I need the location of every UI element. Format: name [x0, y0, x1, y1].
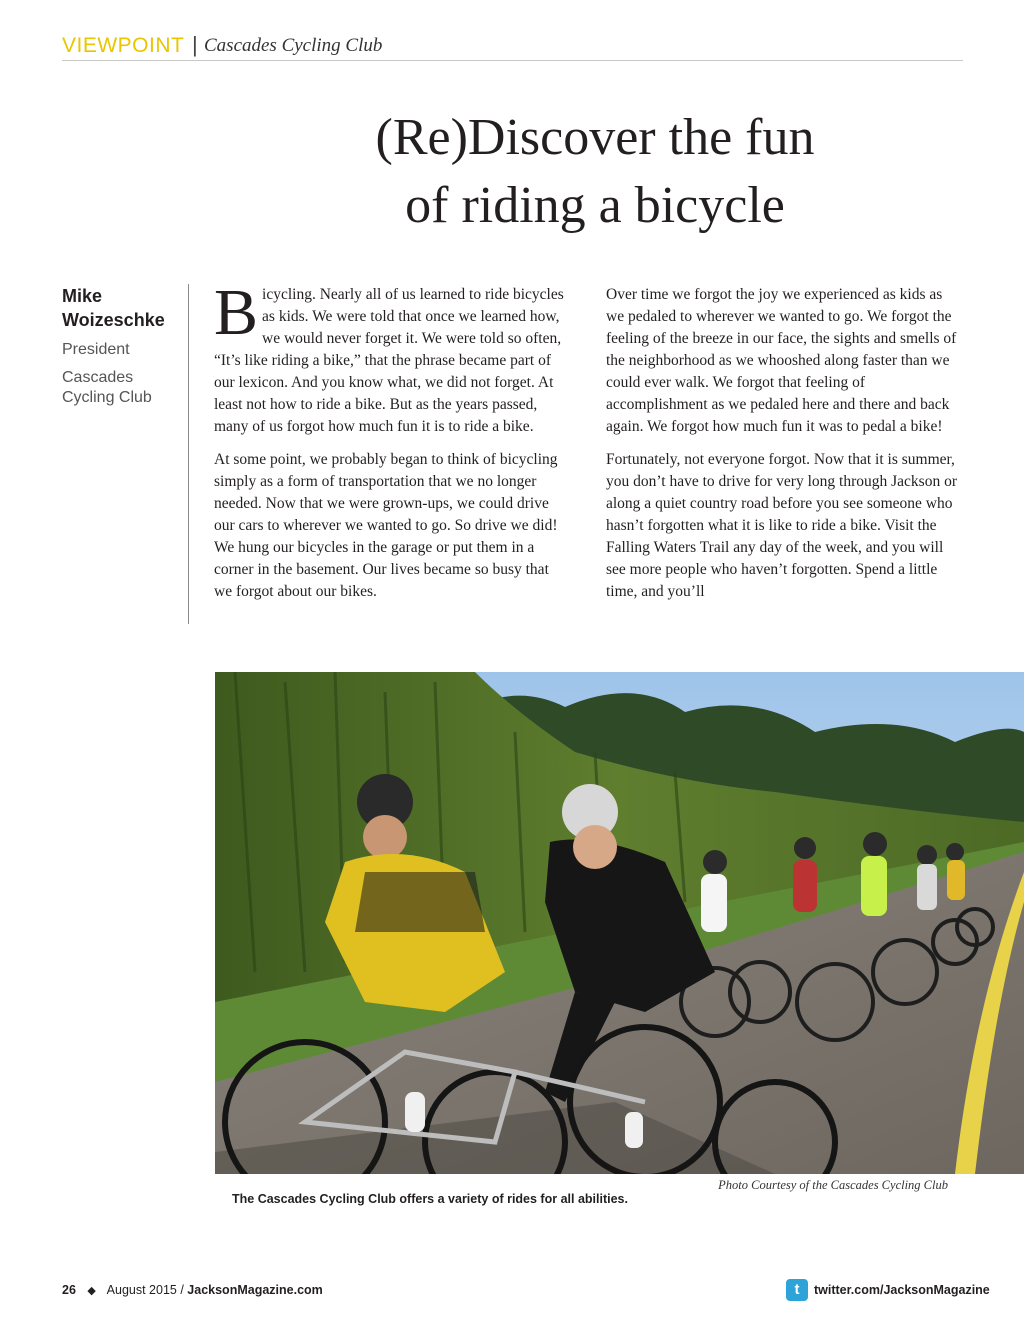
website-link[interactable]: JacksonMagazine.com: [187, 1283, 323, 1297]
author-last-name: Woizeschke: [62, 310, 165, 330]
page-number: 26: [62, 1283, 76, 1297]
article-column-1: [214, 276, 568, 614]
photo-credit: Photo Courtesy of the Cascades Cycling Club: [718, 1178, 948, 1192]
cyclists-photo: [215, 672, 1024, 1174]
cyclists-illustration: [215, 672, 1024, 1174]
footer-left: [62, 1283, 323, 1297]
title-line-2: of riding a bicycle: [405, 177, 785, 234]
title-line-1: (Re)Discover the fun: [375, 109, 815, 166]
twitter-handle[interactable]: twitter.com/JacksonMagazine: [814, 1283, 990, 1297]
twitter-link[interactable]: [786, 1279, 990, 1303]
paragraph-4: Fortunately, not everyone forgot. Now that it is summer, you don’t have to drive for very long through Jackson or along a quiet country road before you see someone who hasn’t forgotten what it is like to ride a bike. Visit the Falling Waters Trail any day of the week, and you will see more people who haven’t forgotten. Spend a little time, and you’ll: [606, 451, 957, 600]
author-organization: Cascades Cycling Club: [62, 369, 152, 406]
diamond-icon: ◆: [87, 1285, 96, 1297]
paragraph-1: [214, 276, 568, 438]
header-organization: Cascades Cycling Club: [204, 35, 383, 56]
section-label: VIEWPOINT: [62, 34, 185, 57]
header-separator: |: [192, 32, 198, 57]
section-header: [62, 32, 963, 61]
author-sidebar: [62, 284, 189, 624]
article-column-2: [606, 284, 960, 614]
author-first-name: Mike: [62, 286, 103, 306]
paragraph-1-text: icycling. Nearly all of us learned to ride bicycles as kids. We were told that once we learned how, we would never forget it. We were told so often, “It’s like riding a bike,” that the phrase became part of our lexicon. And you know what, we did not forget. At least not how to ride a bike. But as the years passed, many of us forgot how much fun it is to ride a bike.: [214, 286, 564, 435]
paragraph-2: At some point, we probably began to think of bicycling simply as a form of transportation that we no longer needed. Now that we were grown-ups, we could drive our cars to wherever we wanted to go. So drive we did! We hung our bicycles in the garage or put them in a corner in the basement. Our lives became so busy that we forgot about our bikes.: [214, 451, 558, 600]
paragraph-3: Over time we forgot the joy we experienced as kids as we pedaled to wherever we wanted to go. We forgot the feeling of the breeze in our face, the sights and smells of the neighborhood as we whooshed along faster than we could ever walk. We forgot that feeling of accomplishment as we pedaled here and there and back again. We forgot how much fun it was to pedal a bike!: [606, 286, 957, 435]
photo-caption: The Cascades Cycling Club offers a variety of rides for all abilities.: [232, 1192, 628, 1206]
issue-date: August 2015 /: [106, 1283, 184, 1297]
twitter-icon: t: [786, 1279, 808, 1301]
dropcap: B: [214, 276, 259, 349]
article-title: [300, 104, 890, 240]
author-name: [62, 284, 188, 332]
author-role: President: [62, 341, 130, 358]
